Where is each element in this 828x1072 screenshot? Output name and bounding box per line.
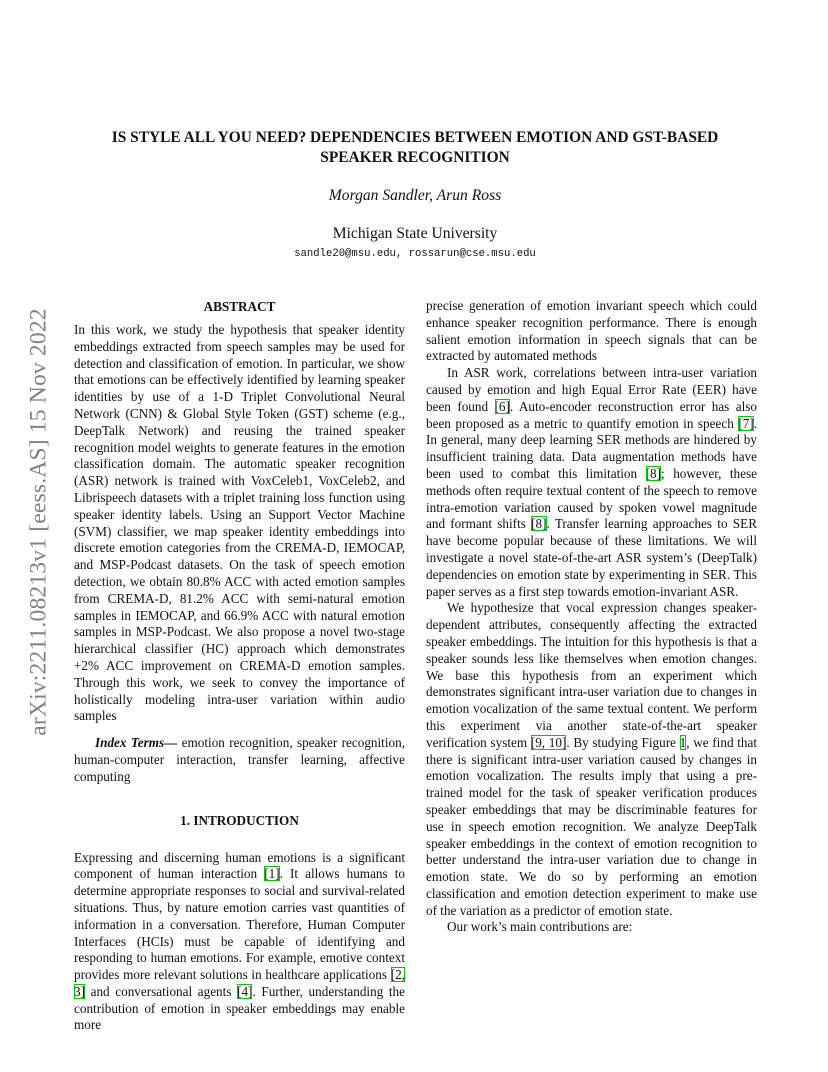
citation-link[interactable]: [7]: [738, 415, 754, 431]
authors: Morgan Sandler, Arun Ross: [328, 187, 502, 204]
index-terms: [74, 735, 405, 785]
right-column: [426, 298, 757, 936]
intro-paragraph-3: [426, 600, 757, 919]
text-run: Expressing and discerning human emotions is a significant component of human interaction: [74, 849, 405, 882]
abstract-heading: ABSTRACT: [203, 299, 276, 314]
left-column: [74, 298, 405, 1034]
text-run: . Transfer learning approaches to SER have become popular because of these limitations. We will investigate a novel state-of-the-art ASR system’s (DeepTalk) dependencies on emotion state by experimenting in SER. This paper serves as a first step towards emotion-invariant ASR.: [426, 516, 757, 599]
text-run: We hypothesize that vocal expression changes speaker-dependent attributes, consequently affecting the extracted speaker embeddings. The intuition for this hypothesis is that a speaker sounds less like themselves when emotion changes. We base this hypothesis from an experiment which demonstrates significant intra-user variation due to changes in emotion vocalization of the same textual content. We perform this experiment via another state-of-the-art speaker verification system: [426, 600, 757, 750]
citation-link[interactable]: [2, 3]: [74, 967, 405, 999]
abstract-text: In this work, we study the hypothesis that speaker identity embeddings extracted from speech samples may be used for detection and classification of emotion. In particular, we show that emotions can be effectively identified by learning speaker identities by use of a 1-D Triplet Convolutional Neural Network (CNN) & Global Style Token (GST) scheme (e.g., DeepTalk Network) and reusing the trained speaker recognition model weights to generate features in the emotion classification domain. The automatic speaker recognition (ASR) network is trained with VoxCeleb1, VoxCeleb2, and Librispeech datasets with a triplet training loss function using speaker identity labels. Using an Support Vector Machine (SVM) classifier, we map speaker identity embeddings into discrete emotion categories from the CREMA-D, IEMOCAP, and MSP-Podcast datasets. On the task of speech emotion detection, we obtain 80.8% ACC with acted emotion samples from CREMA-D, 81.2% ACC with semi-natural emotion samples in IEMOCAP, and 66.9% ACC with natural emotion samples in MSP-Podcast. We also propose a novel two-stage hierarchical classifier (HC) approach which demonstrates +2% ACC improvement on CREMA-D emotion samples. Through this work, we seek to convey the importance of holistically modeling intra-user variation within audio samples: [74, 322, 405, 724]
index-terms-text: emotion recognition, speaker recognition, human-computer interaction, transfer learning, affective computing: [74, 735, 405, 784]
text-run: . In general, many deep learning SER methods are hindered by insufficient training data. Data augmentation methods have been used to combat this limitation: [426, 415, 757, 481]
intro-paragraph-1: [74, 850, 405, 1035]
intro-paragraph-1-continued: [426, 298, 757, 365]
citation-link[interactable]: [6]: [494, 398, 510, 414]
index-terms-label: Index Terms—: [95, 735, 178, 751]
text-run: . It allows humans to determine appropriate responses to social and survival-related situations. Thus, by nature emotion carries vast quantities of information in a conversation. Therefore, Human Computer Interfaces (HCIs) must be capable of identifying and responding to human emotions. For example, emotive context provides more relevant solutions in healthcare applications: [74, 866, 405, 983]
figure-link[interactable]: 1: [679, 734, 687, 750]
intro-paragraph-2: [426, 365, 757, 600]
citation-link[interactable]: [1]: [264, 866, 280, 882]
text-run: ; however, these methods often require textual content of the speech to remove intra-emotion variation caused by spoken vowel magnitude and formant shifts: [426, 465, 757, 532]
paper-title: IS STYLE ALL YOU NEED? DEPENDENCIES BETWEEN EMOTION AND GST-BASED SPEAKER RECOGNITION: [111, 129, 719, 166]
introduction-heading: 1. INTRODUCTION: [180, 812, 299, 828]
intro-paragraph-4: Our work’s main contributions are:: [447, 919, 633, 935]
citation-link[interactable]: [9, 10]: [530, 734, 567, 750]
text-run: . By studying Figure: [566, 734, 680, 750]
text-run: In ASR work, correlations between intra-user variation caused by emotion and high Equal Error Rate (EER) have been found: [426, 365, 757, 414]
citation-link[interactable]: [8]: [645, 465, 662, 481]
text-run: precise generation of emotion invariant speech which could enhance speaker recognition performance. There is enough salient emotion information in speech signals that can be extracted by automated methods: [426, 298, 757, 364]
text-run: and conversational agents: [85, 983, 238, 999]
author-emails: sandle20@msu.edu, rossarun@cse.msu.edu: [294, 248, 536, 260]
text-run: . Auto-encoder reconstruction error has also been proposed as a metric to quantify emotion in speech: [426, 398, 757, 431]
text-run: . Further, understanding the contribution of emotion in speaker embeddings may enable more: [74, 983, 405, 1033]
text-run: , we find that there is significant intra-user variation caused by changes in emotion vocalization. The results imply that using a pre-trained model for the task of speaker verification produces speaker embeddings that may be discriminable features for use in speech emotion recognition. We analyze DeepTalk speaker embeddings in the context of emotion recognition to better understand the intra-user variation due to change in emotion state. We do so by performing an emotion classification and emotion detection experiment to make use of the variation as a predictor of emotion state.: [426, 734, 757, 918]
citation-link[interactable]: [8]: [531, 516, 547, 532]
citation-link[interactable]: [4]: [237, 983, 253, 999]
arxiv-identifier: arXiv:2211.08213v1 [eess.AS] 15 Nov 2022: [25, 308, 52, 736]
affiliation: Michigan State University: [332, 225, 498, 242]
